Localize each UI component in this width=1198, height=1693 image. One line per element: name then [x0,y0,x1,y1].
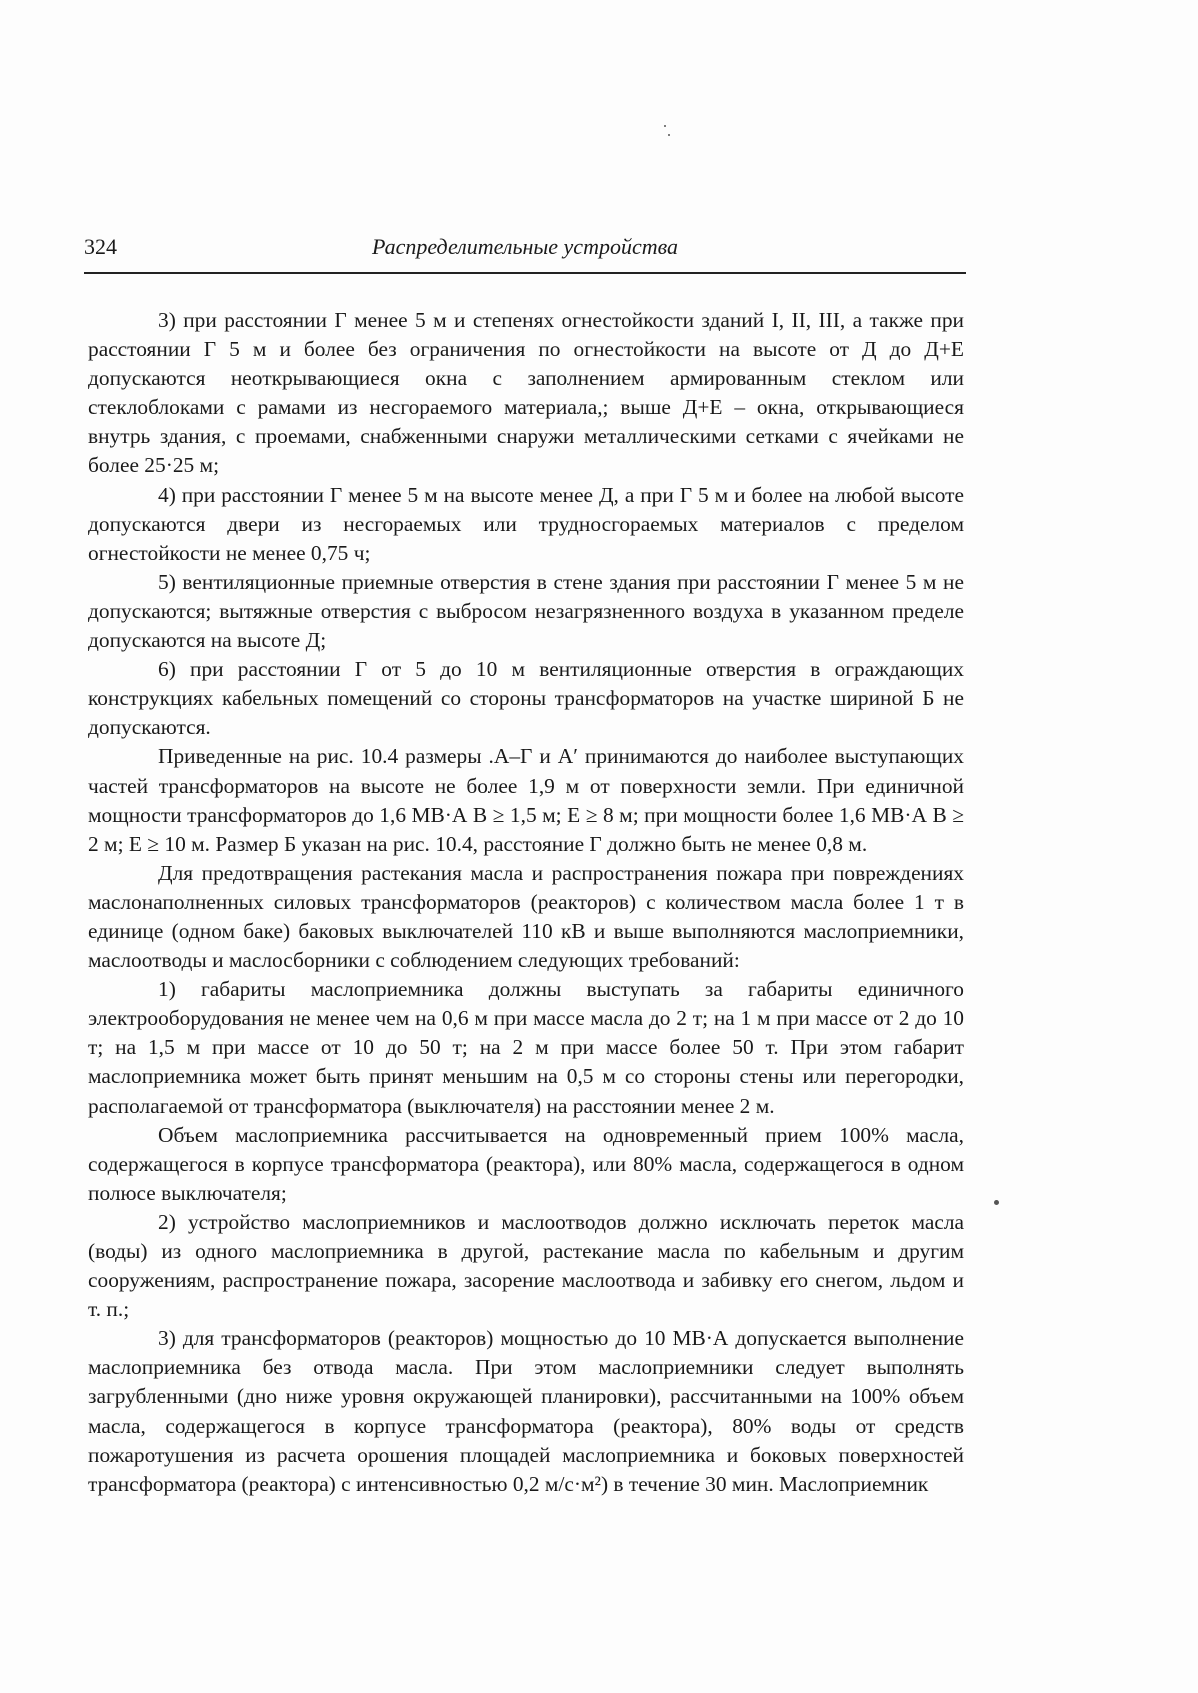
paragraph-item-4-doors: 4) при расстоянии Г менее 5 м на высоте менее Д, а при Г 5 м и более на любой высоте допускаются двери из несгораемых или трудносгораемых материалов с пределом огнестойкости не менее 0,75 ч; [88,482,964,565]
paragraph-item-6-cable-rooms: 6) при расстоянии Г от 5 до 10 м вентиляционные отверстия в ограждающих конструкциях кабельных помещений со стороны трансформаторов на участке шириной Б не допускаются. [88,657,964,740]
running-title: Распределительные устройства [371,234,679,259]
paragraph-item-3-windows: 3) при расстоянии Г менее 5 м и степенях огнестойкости зданий I, II, III, а также при расстоянии Г 5 м и более без ограничения по огнестойкости на высоте от Д до Д+Е допускаются неоткрывающиеся окна с заполнением армированным стеклом или стеклоблоками с рамами из несгораемого материала,; выше Д+Е – окна, открывающиеся внутрь здания, с проемами, снабженными снаружи металлическими сетками с ячейками не более 25·25 м; [88,308,964,478]
paragraph-oil-spread: Для предотвращения растекания масла и распространения пожара при повреждениях маслонаполненных силовых трансформаторов (реакторов) с количеством масла более 1 т в единице (одном баке) баковых выключателей 110 кВ и выше выполняются маслоприемники, маслоотводы и маслосборники с соблюдением следующих требований: [88,860,964,973]
scan-speck [668,134,670,136]
scan-speck [994,1200,999,1205]
body-text [88,306,964,1499]
scan-speck [664,125,666,127]
paragraph-req-2-drainage: 2) устройство маслоприемников и маслоотводов должно исключать переток масла (воды) из одного маслоприемника в другой, растекание масла по кабельным и другим сооружениям, распространение пожара, засорение маслоотвода и забивку его снегом, льдом и т. п.; [88,1209,964,1322]
paragraph-oil-volume: Объем маслоприемника рассчитывается на одновременный прием 100% масла, содержащегося в корпусе трансформатора (реактора), или 80% масла, содержащегося в одном полюсе выключателя; [88,1122,964,1205]
paragraph-req-3-no-drain: 3) для трансформаторов (реакторов) мощностью до 10 МВ·А допускается выполнение маслоприемника без отвода масла. При этом маслоприемники следует выполнять загрубленными (дно ниже уровня окружающей планировки), рассчитанными на 100% объем масла, содержащегося в корпусе трансформатора (реактора), 80% воды от средств пожаротушения из расчета орошения площадей маслоприемника и боковых поверхностей трансформатора (реактора) с интенсивностью 0,2 м/с·м²) в течение 30 мин. Маслоприемник [88,1326,964,1496]
paragraph-item-5-ventilation: 5) вентиляционные приемные отверстия в стене здания при расстоянии Г менее 5 м не допускаются; вытяжные отверстия с выбросом незагрязненного воздуха в указанном пределе допускаются на высоте Д; [88,569,964,653]
paragraph-dimensions: Приведенные на рис. 10.4 размеры .А–Г и А′ принимаются до наиболее выступающих частей трансформаторов на высоте не более 1,9 м от поверхности земли. При единичной мощности трансформаторов до 1,6 МВ·А В ≥ 1,5 м; Е ≥ 8 м; при мощности более 1,6 МВ·А В ≥ 2 м; Е ≥ 10 м. Размер Б указан на рис. 10.4, расстояние Г должно быть не менее 0,8 м. [88,744,964,856]
page-header [84,232,966,274]
page-number: 324 [84,234,117,259]
paragraph-req-1-dimensions: 1) габариты маслоприемника должны выступать за габариты единичного электрооборудования не менее чем на 0,6 м при массе масла до 2 т; на 1 м при массе от 2 до 10 т; на 1,5 м при массе от 10 до 50 т; на 2 м при массе более 50 т. При этом габарит маслоприемника может быть принят меньшим на 0,5 м со стороны стены или перегородки, располагаемой от трансформатора (выключателя) на расстоянии менее 2 м. [88,977,964,1118]
